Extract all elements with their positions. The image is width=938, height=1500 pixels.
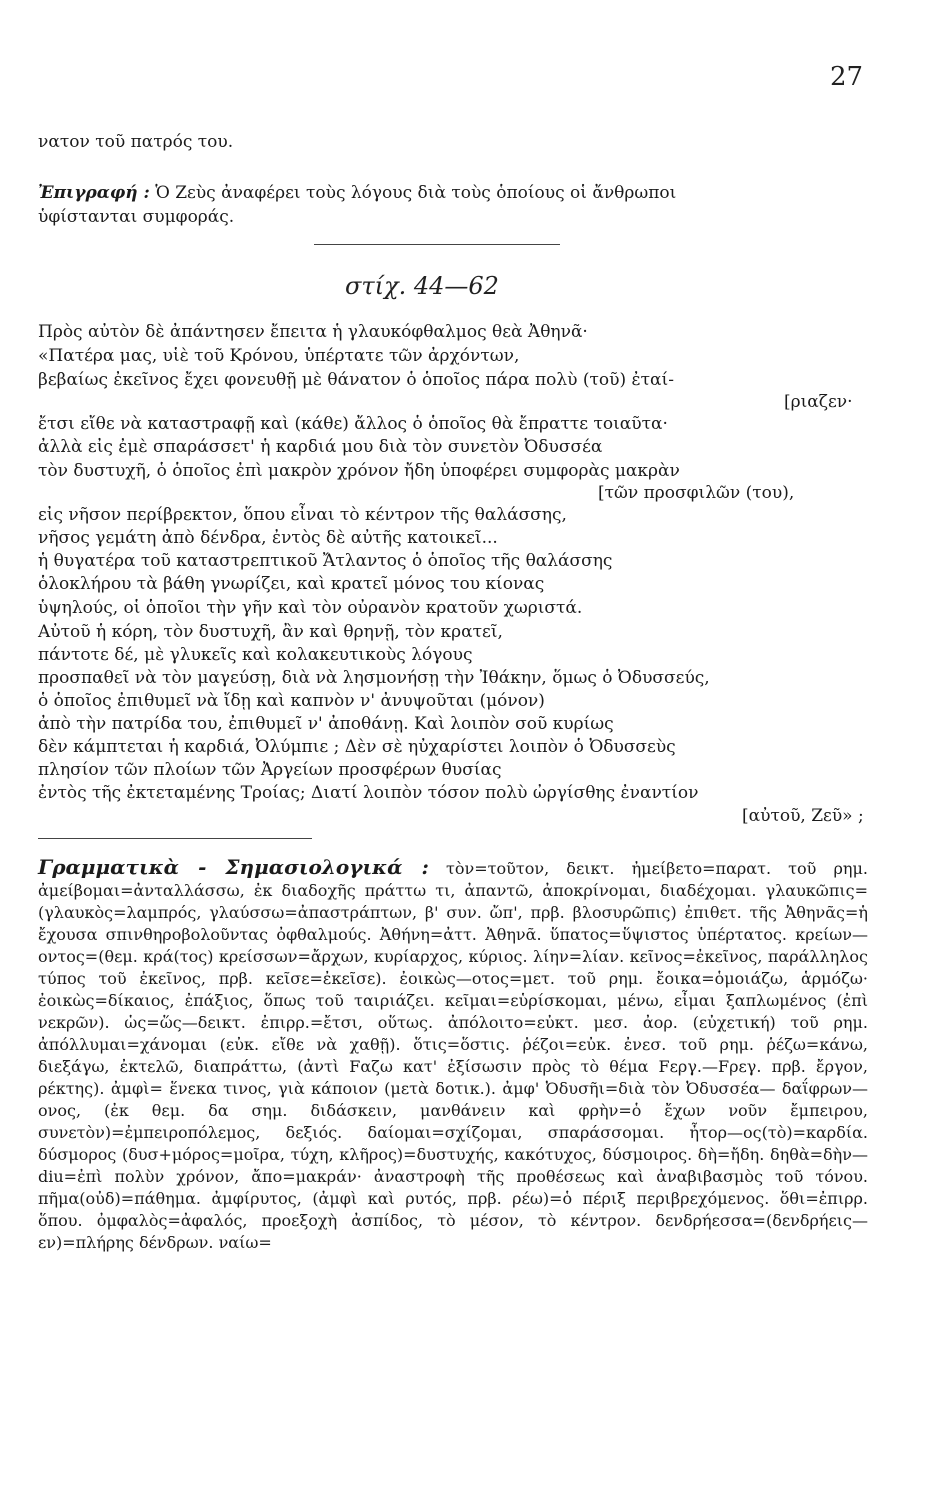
translation-line: πλησίον τῶν πλοίων τῶν Ἀργείων προσφέρων θυσίας bbox=[38, 760, 502, 780]
translation-line: προσπαθεῖ νὰ τὸν μαγεύσῃ, διὰ νὰ λησμονήσῃ τὴν Ἰθάκην, ὅμως ὁ Ὀδυσσεύς, bbox=[38, 668, 710, 688]
bracket-note: [αὐτοῦ, Ζεῦ» ; bbox=[742, 806, 864, 826]
divider bbox=[314, 244, 560, 245]
translation-line: βεβαίως ἐκεῖνος ἔχει φονευθῇ μὲ θάνατον ὁ ὁποῖος πάρα πολὺ (τοῦ) ἐταί- bbox=[38, 370, 674, 390]
translation-line: ἀλλὰ εἰς ἐμὲ σπαράσσετ' ἡ καρδιά μου διὰ τὸν συνετὸν Ὀδυσσέα bbox=[38, 437, 603, 457]
translation-line: ἔτσι εἴθε νὰ καταστραφῇ καὶ (κάθε) ἄλλος ὁ ὁποῖος θὰ ἔπραττε τοιαῦτα· bbox=[38, 414, 668, 434]
page-number: 27 bbox=[830, 62, 864, 92]
epigraph-text: Ὁ Ζεὺς ἀναφέρει τοὺς λόγους διὰ τοὺς ὁποίους οἱ ἄνθρωποι bbox=[155, 183, 677, 203]
translation-line: εἰς νῆσον περίβρεκτον, ὅπου εἶναι τὸ κέντρον τῆς θαλάσσης, bbox=[38, 505, 567, 525]
bracket-note: [ριαζεν· bbox=[784, 392, 853, 412]
translation-line: Πρὸς αὐτὸν δὲ ἀπάντησεν ἔπειτα ἡ γλαυκόφθαλμος θεὰ Ἀθηνᾶ· bbox=[38, 322, 588, 342]
translation-line: νῆσος γεμάτη ἀπὸ δένδρα, ἐντὸς δὲ αὐτῆς κατοικεῖ... bbox=[38, 528, 498, 548]
translation-line: τὸν δυστυχῆ, ὁ ὁποῖος ἐπὶ μακρὸν χρόνον ἤδη ὑποφέρει συμφορὰς μακρὰν bbox=[38, 461, 680, 481]
translation-line: ἡ θυγατέρα τοῦ καταστρεπτικοῦ Ἄτλαντος ὁ ὁποῖος τῆς θαλάσσης bbox=[38, 551, 613, 571]
divider bbox=[38, 838, 312, 839]
verse-label: στίχ. 44—62 bbox=[345, 272, 499, 300]
translation-line: ὁλοκλήρου τὰ βάθη γνωρίζει, καὶ κρατεῖ μόνος του κίονας bbox=[38, 574, 545, 594]
epigraph-line bbox=[38, 183, 878, 203]
epigraph-line-2: ὑφίστανται συμφοράς. bbox=[38, 207, 235, 227]
bracket-note: [τῶν προσφιλῶν (του), bbox=[598, 483, 795, 503]
intro-line: νατον τοῦ πατρός του. bbox=[38, 132, 234, 152]
grammar-text: τὸν=τοῦτον, δεικτ. ἠμείβετο=παρατ. τοῦ ρημ. ἀμείβομαι=ἀνταλλάσσω, ἐκ διαδοχῆς πράττω τι, ἀπαντῶ, ἀποκρίνομαι, διαδέχομαι. γλαυκῶπις=(γλαυκὸς=λαμπρός, γλαύσσω=ἀπαστράπτων, β' συν. ὤπ', πρβ. βλοσυρῶπις) ἐπιθετ. τῆς Ἀθηνᾶς=ἡ ἔχουσα σπινθηροβολοῦντας ὀφθαλμούς. Ἀθήνη=ἀττ. Ἀθηνᾶ. ὕπατος=ὕψιστος ὑπέρτατος. κρείων—οντος=(θεμ. κρά(τος) κρείσσων=ἄρχων, κυρίαρχος, κύριος. λίην=λίαν. κεῖνος=ἐκεῖνος, παράλληλος τύπος τοῦ ἐκεῖνος, πρβ. κεῖσε=ἐκεῖσε). ἐοικὼς—οτος=μετ. τοῦ ρημ. ἔοικα=ὁμοιάζω, ἁρμόζω· ἐοικὼς=δίκαιος, ἐπάξιος, ὅπως τοῦ ταιριάζει. κεῖμαι=εὑρίσκομαι, μένω, εἶμαι ξαπλωμένος (ἐπὶ νεκρῶν). ὡς=ὥς—δεικτ. ἐπιρρ.=ἔτσι, οὕτως. ἀπόλοιτο=εὐκτ. μεσ. ἀορ. (εὐχετική) τοῦ ρημ. ἀπόλλυμαι=χάνομαι (εὐκ. εἴθε νὰ χαθῇ). ὅτις=ὅστις. ῥέζοι=εὐκ. ἐνεσ. τοῦ ρημ. ῥέζω=κάνω, διεξάγω, ἐκτελῶ, διαπράττω, (ἀντὶ Fαζω κατ' ἐξίσωσιν πρὸς τὸ θέμα Fεργ.—Fρεγ. πρβ. ἔργον, ρέκτης). ἀμφὶ= ἕνεκα τινος, γιὰ κάποιον (μετὰ δοτικ.). ἀμφ' Ὀδυσῆι=διὰ τὸν Ὀδυσσέα— δαΐφρων—ονος, (ἐκ θεμ. δα σημ. διδάσκειν, μανθάνειν καὶ φρὴν=ὁ ἔχων νοῦν ἔμπειρου, συνετὸν)=ἐμπειροπόλεμος, δεξιός. δαίομαι=σχίζομαι, σπαράσσομαι. ἦτορ—ος(τὸ)=καρδία. δύσμορος (δυσ+μόρος=μοῖρα, τύχη, κλῆρος)=δυστυχής, κακότυχος, δύσμοιρος. δὴ=ἤδη. δηθὰ=δὴν—diu=ἐπὶ πολὺν χρόνον, ἄπο=μακράν· ἀναστροφὴ τῆς προθέσεως καὶ ἀναβιβασμὸς τοῦ τόνου. πῆμα(οὐδ)=πάθημα. ἀμφίρυτος, (ἀμφὶ καὶ ρυτός, πρβ. ρέω)=ὁ πέριξ περιβρεχόμενος. ὅθι=ἐπιρρ. ὅπου. ὀμφαλὸς=ἀφαλός, προεξοχὴ ἀσπίδος, τὸ μέσον, τὸ κέντρον. δενδρήεσσα=(δενδρήεις—εν)=πλήρης δένδρων. ναίω= bbox=[38, 859, 868, 1252]
translation-line: ἀπὸ τὴν πατρίδα του, ἐπιθυμεῖ ν' ἀποθάνῃ. Καὶ λοιπὸν σοῦ κυρίως bbox=[38, 714, 614, 734]
translation-line: ὁ ὁποῖος ἐπιθυμεῖ νὰ ἴδῃ καὶ καπνὸν ν' ἀνυψοῦται (μόνον) bbox=[38, 691, 545, 711]
grammar-title: Γραμματικὰ - Σημασιολογικά : bbox=[38, 855, 429, 879]
translation-line: δὲν κάμπτεται ἡ καρδιά, Ὀλύμπιε ; Δὲν σὲ ηὐχαρίστει λοιπὸν ὁ Ὀδυσσεὺς bbox=[38, 737, 676, 757]
translation-line: ἐντὸς τῆς ἐκτεταμένης Τροίας; Διατί λοιπὸν τόσον πολὺ ὠργίσθης ἐναντίον bbox=[38, 783, 699, 803]
translation-line: πάντοτε δέ, μὲ γλυκεῖς καὶ κολακευτικοὺς λόγους bbox=[38, 645, 473, 665]
grammar-notes bbox=[38, 856, 868, 1254]
translation-line: ὑψηλούς, οἱ ὁποῖοι τὴν γῆν καὶ τὸν οὐρανὸν κρατοῦν χωριστά. bbox=[38, 598, 583, 618]
translation-line: Αὐτοῦ ἡ κόρη, τὸν δυστυχῆ, ἂν καὶ θρηνῇ, τὸν κρατεῖ, bbox=[38, 622, 503, 642]
epigraph-label: Ἐπιγραφή : bbox=[38, 183, 150, 203]
translation-line: «Πατέρα μας, υἱὲ τοῦ Κρόνου, ὑπέρτατε τῶν ἀρχόντων, bbox=[38, 346, 520, 366]
